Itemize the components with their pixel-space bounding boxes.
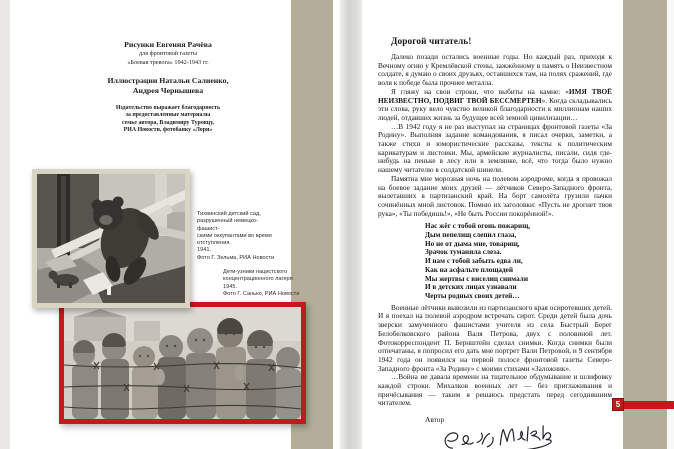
credits-sub-line: для фронтовой газеты [138,50,198,57]
poem-line: Мы жертвы с виселиц снимали [425,274,528,283]
poem-line: И нам с тобой забыть едва ли, [425,257,523,266]
inscription-caps: ИМЯ ТВОЁ НЕИЗВЕСТНО, ПОДВИГ ТВОЙ БЕССМЕРТЕН [378,86,612,105]
left-page-edge [0,0,10,449]
credits-artist: Рисунки Евгения Рачёва [124,40,212,49]
paragraph-6: …Война не давала времени на тщательное обдумывание и шлифовку каждой строки. Михалков военных лет — без приглаживания и причёсывания — таким я решаюсь предстать перед сегодняшним читателем. [378,372,612,408]
credits-ack-line: РИА Новости, фотобанку «Лори» [123,127,213,134]
paragraph-2 [378,88,612,123]
poem-line: Как на асфальте площадей [425,265,513,274]
credits-illustrators-line: Иллюстрации Натальи Салиенко, [107,76,229,86]
poem-line: Дым пепелищ слепил глаза, [425,231,517,240]
poem-line: Черты родных своих детей… [425,291,520,300]
paragraph-4: Памятна мне морозная ночь на полевом аэродроме, когда я провожал на боевое задание моих друзей — лётчиков Северо-Западного фронта, вылетавших в партизанский край. На борт самолёта грузили пачки сочинённых мной листовок. Помню их заголовки: «Пусть не дрогнет твоя рука», «Ты победишь!», «Не быть России покорённой!». [378,173,612,218]
photo-destroyed-kindergarten [32,169,190,308]
paragraph-2-text: Я гляжу на свои строки, что выбиты на камне: « [391,86,569,96]
credits-sub-line: «Боевая тревога» 1942-1943 гг. [127,58,209,66]
photo1-caption [197,211,277,262]
right-page-tan-band [623,0,667,449]
right-page-edge [667,0,674,449]
caption-line: Дети-узники нацистского [223,269,288,275]
poem-line: И в детских лицах узнавали [425,283,517,292]
caption-line: разрушенный немецко-фашист- [197,218,258,232]
paragraph-1: Далеко позади остались военные годы. Но каждый раз, приходя к Вечному огню у Кремлёвской стены, зажжённому в память о Неизвестном солдате, я думаю о своих друзьях, оставшихся там, на полях сражений, где воля к победе была прочнее металла. [378,52,612,88]
author-label: Автор [425,415,445,425]
poem-line: Нас жёг с тобой огонь пожарищ, [425,222,531,231]
poem [425,222,612,300]
photo-children-camp-image [64,307,301,419]
caption-line: концентрационного лагеря [223,276,293,283]
photo2-caption [223,269,308,298]
author-signature [436,425,612,449]
caption-line: отступления. [197,240,231,247]
page-number-bar [623,401,674,409]
letter-text [378,37,612,449]
credits-ack-line: Издательство выражает благодарность [115,105,221,112]
caption-line: Фото Г. Зельма, РИА Новости [197,254,275,261]
caption-line: Тихвинский детский сад, [197,211,261,217]
paragraph-3: …В 1942 году я не раз выступал на страницах фронтовой газеты «За Родину». Выполняя задание командования, я писал очерки, заметки, а также стихи и юмористические рассказы, тексты к политическим карикатурам и листовки. Мы, армейские журналисты, писали, сидя где-нибудь на пеньке в лесу или в землянке, всё, что тогда было нужно нашему читателю в солдатской шинели. [378,121,612,175]
caption-line: скими оккупантами во время [197,232,272,239]
photo-children-camp [59,302,306,424]
spine-gap [340,0,362,449]
photo-destroyed-kindergarten-image [37,174,185,303]
credits-illustrators-line: Андрея Чернышева [132,86,204,96]
paragraph-5: Военные лётчики вывозили из партизанского края осиротевших детей. И я поехал на полевой аэродром встречать сирот. Среди детей была дочь зверски замученного фашистами учителя из села Быстрый Берег Белобелковского района Валя Петрова, двух с половиной лет. Фотокорреспондент П. Бернштейн сделал снимки. Когда снимки были отпечатаны, я попросил его дать мне портрет Вали Петровой, и 9 сентября 1942 года он появился на первой полосе фронтовой газеты Северо-Западного фронта «За Родину» с моими стихами «Заложник». [378,302,612,373]
paragraph-2-text: ». Когда складывались эти слова, руку вело чувство великой благодарности к миллионам наших людей, отдавших жизнь за будущее всей земной цивилизации… [378,95,612,122]
caption-line: 1945. [223,283,237,290]
signature-scribble [436,425,561,449]
poem-line: Но не от дыма мне, товарищ, [425,239,520,248]
caption-line: 1941. [197,247,211,254]
left-page-inner-edge [333,0,340,449]
salutation: Дорогой читатель! [391,37,472,47]
page-number: 5 [612,398,624,411]
credits-block [57,40,279,134]
poem-line: Зрачок туманила слеза. [425,248,502,257]
caption-line: Фото Г. Санько, РИА Новости [223,290,300,297]
credits-ack-line: за предоставленные материалы [125,112,211,119]
credits-ack-line: семье автора, Владимиру Туровцу, [121,119,215,126]
